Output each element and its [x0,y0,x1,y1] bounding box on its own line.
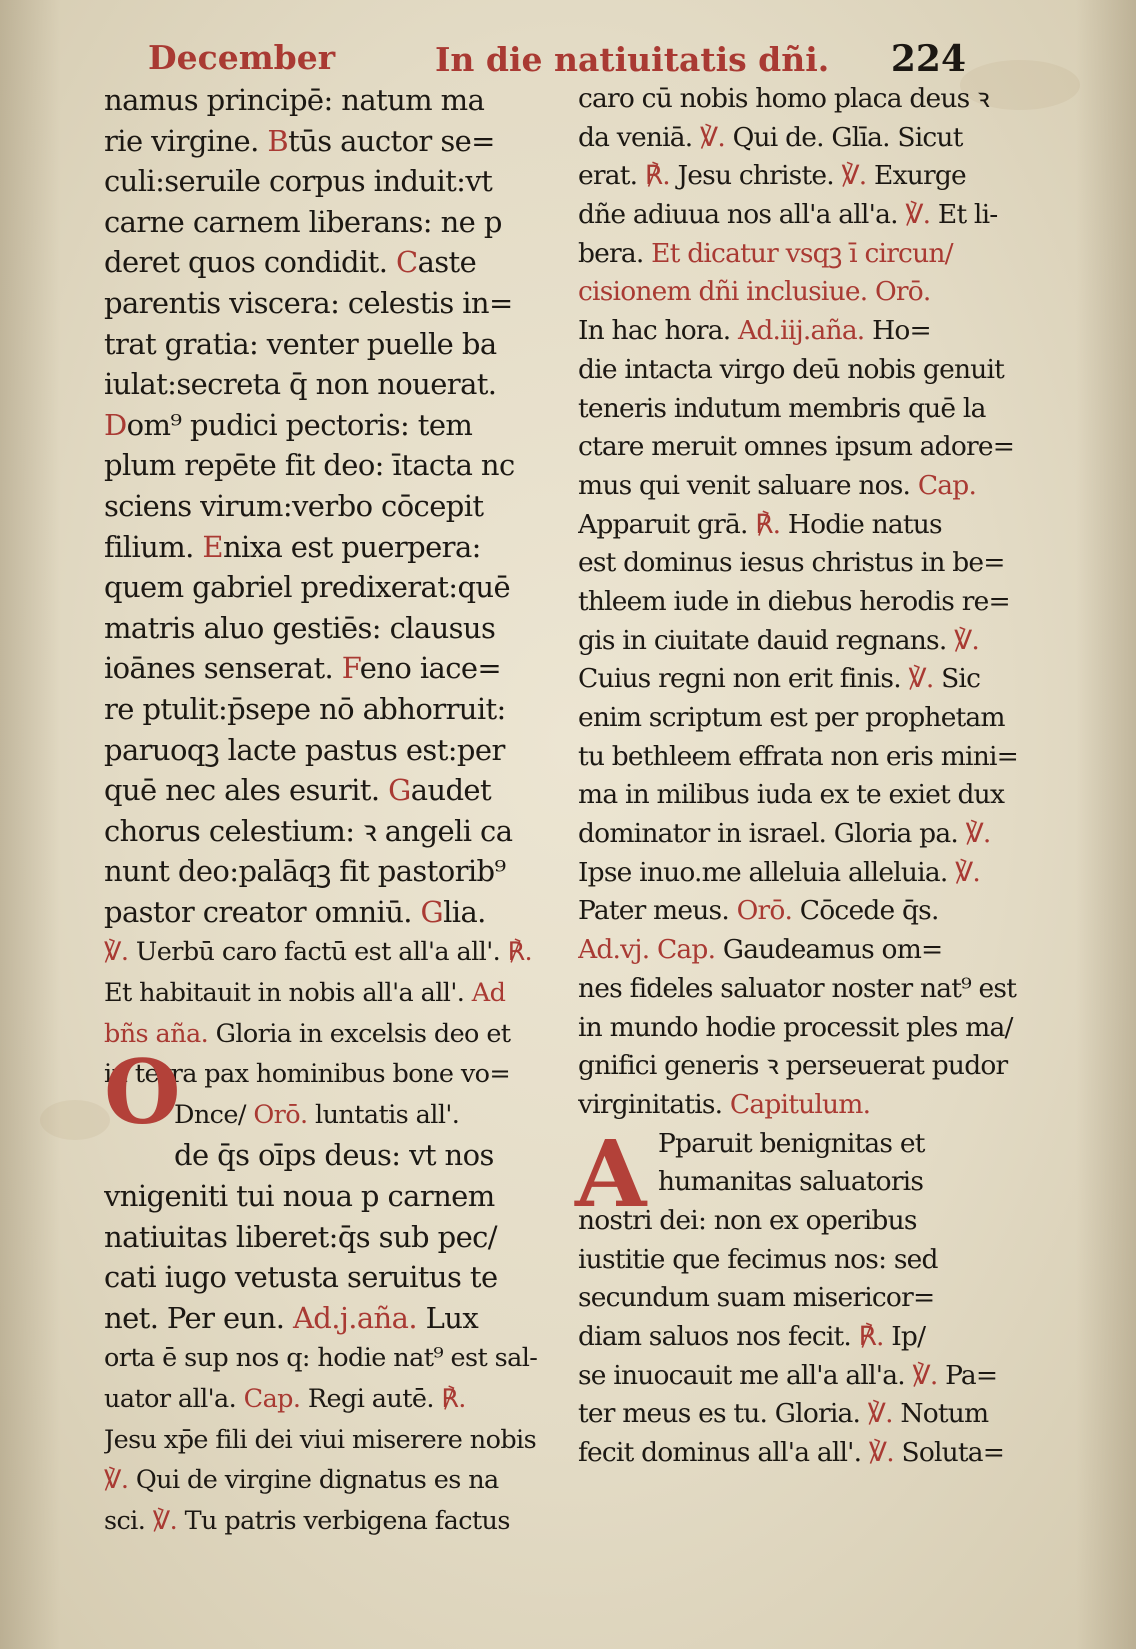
text-line [578,506,1030,545]
rubric-text: Cap. [917,469,977,501]
body-text: nostri dei: non ex operibus [578,1204,917,1236]
text-line [104,1338,560,1379]
rubric-text: ℣. [104,1465,136,1496]
body-text: eno iace= [359,651,502,686]
body-text: bera. [578,237,652,269]
rubric-text: ℣. [841,160,875,192]
body-text: trat gratia: venter puelle ba [104,326,497,361]
text-line [104,527,560,568]
text-line [578,892,1030,931]
text-line [104,121,560,162]
body-text: filium. [104,529,203,564]
text-line [104,770,560,811]
body-text: mus qui venit saluare nos. [578,469,918,501]
rubric-text: cisionem dñi inclusiue. Orō. [578,276,931,308]
text-line [578,428,1030,467]
body-text: gis in ciuitate dauid regnans. [578,624,955,656]
text-line [104,608,560,649]
text-line [104,932,560,973]
body-text: Qui de virgine dignatus es na [135,1465,499,1496]
text-line [104,730,560,771]
body-text: Uerbū caro factū est all'a all'. [135,937,508,968]
text-line [578,583,1030,622]
text-line [578,970,1030,1009]
text-line [104,689,560,730]
text-line [578,738,1030,777]
rubric-text: bñs aña. [104,1018,216,1049]
body-text: nixa est puerpera: [222,529,481,564]
body-text: Gaudeamus om= [722,934,943,966]
text-line [104,242,560,283]
text-line [104,1379,560,1420]
text-line [578,622,1030,661]
rubric-text: G [420,894,444,929]
rubric-text: Ad.j.aña. [292,1300,426,1335]
text-line [578,1434,1030,1473]
body-text: Soluta= [901,1437,1005,1469]
rubric-text: C [395,245,418,280]
text-line [578,931,1030,970]
text-line [578,235,1030,274]
text-line [578,1009,1030,1048]
body-text: carne carnem liberans: ne p [104,204,502,239]
body-text: de q̄s oīps deus: vt nos [174,1138,494,1173]
body-text: Ipse inuo.me alleluia alleluia. [578,856,956,888]
body-text: secundum suam misericor= [578,1282,935,1314]
body-text: net. Per eun. [104,1300,293,1335]
text-line [104,648,560,689]
body-text: nunt deo:palāqꝫ fit pastorib⁹ [104,854,506,889]
text-line [578,467,1030,506]
body-text: luntatis all'. [315,1099,460,1130]
rubric-text: ℣. [954,624,980,656]
text-line [578,1318,1030,1357]
body-text: Jesu xp̄e fili dei viui miserere nobis [104,1424,537,1455]
body-text: vnigeniti tui noua p carnem [104,1179,495,1214]
text-line [578,351,1030,390]
text-line [578,1047,1030,1086]
text-line [104,324,560,365]
folio-number: 224 [890,38,966,80]
body-text: parentis viscera: celestis in= [104,285,513,320]
rubric-text: ℣. [104,937,136,968]
header-feast: In die natiuitatis dñi. [435,40,830,79]
body-text: Cōcede q̄s. [799,895,939,927]
text-line [578,1086,1030,1125]
text-line [578,80,1030,119]
text-line [578,157,1030,196]
text-line [104,811,560,852]
rubric-text: ℟. [644,160,678,192]
body-text: aste [417,245,477,280]
body-text: diam saluos nos fecit. [578,1321,859,1352]
text-line [104,80,560,121]
body-text: Exurge [874,160,966,192]
body-text: in terra pax hominibus bone vo= [104,1059,511,1090]
body-text: natiuitas liberet:q̄s sub pec/ [104,1219,497,1254]
text-line [104,1460,560,1501]
body-text: om⁹ pudici pectoris: tem [126,407,473,442]
body-text: Notum [900,1398,989,1430]
text-line [104,445,560,486]
body-text: ma in milibus iuda ex te exiet dux [578,779,1005,811]
body-text: Ho= [872,315,931,347]
text-line [578,854,1030,893]
left-edge-shadow [0,0,60,1649]
body-text: iustitie que fecimus nos: sed [578,1243,938,1275]
body-text: dñe adiuua nos all'a all'a. [578,199,906,231]
text-line [104,405,560,446]
text-line [578,273,1030,312]
text-line [578,1395,1030,1434]
text-line [578,390,1030,429]
text-line [104,364,560,405]
body-text: culi:seruile corpus induit:vt [104,164,493,199]
body-text: sci. [104,1505,153,1536]
text-line [578,815,1030,854]
text-line [104,973,560,1014]
body-text: teneris indutum membris quē la [578,392,986,424]
text-line [104,202,560,243]
rubric-text: ℣. [965,818,991,850]
body-text: thleem iude in diebus herodis re= [578,585,1010,617]
text-line [104,1217,560,1258]
body-text: iulat:secreta q̄ non nouerat. [104,367,497,402]
body-text: Pater meus. [578,895,737,927]
body-text: Dnce/ [174,1099,254,1130]
text-line [578,1241,1030,1280]
paper-stain [40,1100,110,1140]
body-text: sciens virum:verbo cōcepit [104,488,484,523]
body-text: matris aluo gestiēs: clausus [104,610,496,645]
body-text: caro cū nobis homo placa deus ꝛ [578,83,989,114]
body-text: quem gabriel predixerat:quē [104,570,511,605]
left-text-column [104,80,560,1541]
body-text: tūs auctor se= [288,123,495,158]
text-line [578,119,1030,158]
body-text: ctare meruit omnes ipsum adore= [578,431,1015,463]
body-text: Et habitauit in nobis all'a all'. [104,978,472,1009]
rubric-text: ℟. [858,1321,892,1352]
body-text: humanitas saluatoris [658,1166,924,1198]
body-text: Apparuit grā. [578,508,756,540]
rubric-text: F [341,651,360,686]
body-text: lia. [443,894,486,929]
rubric-text: ℣. [955,856,981,888]
body-text: ter meus es tu. Gloria. [578,1398,868,1430]
body-text: Hodie natus [787,508,942,540]
rubric-text: Capitulum. [729,1088,871,1120]
body-text: re ptulit:p̄sepe nō abhorruit: [104,691,506,726]
body-text: Lux [425,1300,479,1335]
rubric-text: Orō. [736,895,800,927]
text-line [578,312,1030,351]
rubric-text: ℟. [755,508,788,540]
body-text: Pparuit benignitas et [658,1127,925,1159]
body-text: virginitatis. [578,1088,730,1120]
body-text: Regi autē. [307,1384,442,1414]
text-line [578,699,1030,738]
body-text: da veniā. [578,121,701,153]
rubric-text: ℣. [867,1398,901,1430]
header-month: December [148,38,336,77]
text-line [104,1176,560,1217]
right-text-column [578,80,1030,1473]
initial-capital-a: A [575,1120,647,1228]
body-text: In hac hora. [578,315,739,347]
body-text: gnifici generis ꝛ perseuerat pudor [578,1050,1008,1082]
body-text: Qui de. Glīa. Sicut [732,121,963,153]
body-text: Gloria in excelsis deo et [215,1018,511,1049]
body-text: Tu patris verbigena factus [184,1505,510,1536]
text-line [104,161,560,202]
body-text: est dominus iesus christus in be= [578,547,1005,579]
body-text: cati iugo vetusta seruitus te [104,1260,498,1295]
body-text: rie virgine. [104,123,268,158]
text-line [104,283,560,324]
rubric-text: Et dicatur vsqꝫ ī circun/ [651,237,953,269]
rubric-text: ℣. [700,121,733,153]
body-text: orta ē sup nos q: hodie nat⁹ est sal- [104,1343,538,1374]
body-text: die intacta virgo deū nobis genuit [578,353,1005,385]
body-text: Jesu christe. [677,160,842,192]
text-line [578,544,1030,583]
body-text: namus principē: natum ma [104,83,485,117]
text-line [578,776,1030,815]
rubric-text: D [104,407,127,442]
body-text: plum repēte fit deo: ītacta nc [104,448,515,483]
body-text: erat. [578,160,645,192]
body-text: Pa= [945,1359,998,1391]
text-line [578,1357,1030,1396]
text-line [104,1257,560,1298]
text-line [578,660,1030,699]
body-text: audet [410,773,492,808]
rubric-text: Ad [471,978,506,1009]
rubric-text: ℣. [152,1505,185,1536]
body-text: Sic [941,663,981,695]
text-line [104,851,560,892]
rubric-text: Ad.vj. Cap. [578,934,723,966]
text-line [104,567,560,608]
body-text: pastor creator omniū. [104,894,421,929]
rubric-text: ℣. [912,1359,946,1391]
body-text: quē nec ales esurit. [104,773,389,808]
rubric-text: Ad.iij.aña. [738,315,873,347]
text-line [104,1298,560,1339]
body-text: enim scriptum est per prophetam [578,702,1005,733]
text-line [104,892,560,933]
rubric-text: ℣. [905,199,938,231]
body-text: paruoqꝫ lacte pastus est:per [104,732,505,767]
rubric-text: B [267,123,289,158]
text-line [578,196,1030,235]
body-text: fecit dominus all'a all'. [578,1437,869,1469]
initial-capital-o: O [104,1040,181,1144]
rubric-text: ℟. [441,1384,466,1414]
body-text: Et li- [937,199,998,231]
text-line [104,486,560,527]
rubric-text: ℣. [868,1437,902,1469]
text-line [104,1501,560,1542]
body-text: se inuocauit me all'a all'a. [578,1359,913,1391]
rubric-text: Orō. [253,1099,316,1130]
body-text: dominator in israel. Gloria pa. [578,818,966,850]
body-text: deret quos condidit. [104,245,396,280]
body-text: ioānes senserat. [104,651,342,686]
text-line [104,1420,560,1461]
rubric-text: G [388,773,411,808]
body-text: tu bethleem effrata non eris mini= [578,740,1019,772]
rubric-text: ℟. [507,937,532,968]
right-edge-shadow [1076,0,1136,1649]
rubric-text: E [202,529,223,564]
body-text: nes fideles saluator noster nat⁹ est [578,972,1017,1004]
rubric-text: ℣. [908,663,942,695]
body-text: Ip/ [891,1321,926,1352]
body-text: chorus celestium: ꝛ angeli ca [104,813,513,848]
rubric-text: Cap. [243,1384,308,1414]
body-text: Cuius regni non erit finis. [578,663,909,695]
body-text: in mundo hodie processit ples ma/ [578,1011,1013,1043]
text-line [578,1279,1030,1318]
body-text: uator all'a. [104,1384,244,1414]
